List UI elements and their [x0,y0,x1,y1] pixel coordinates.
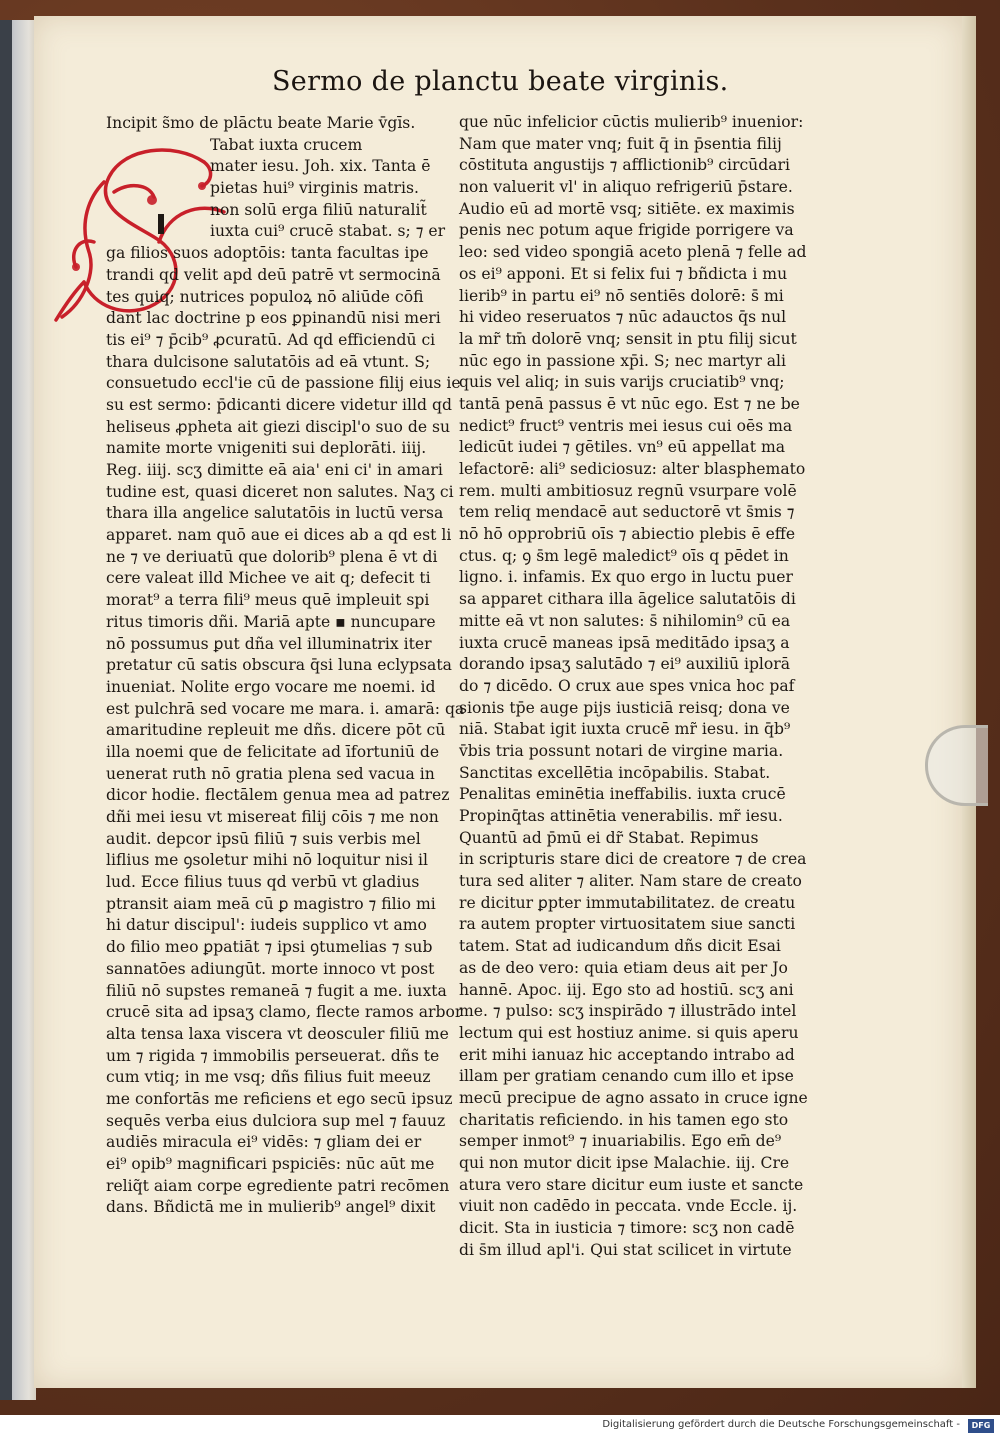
text-line: Audio eū ad mortē vsq; sitiēte. ex maximis [459,199,795,218]
text-line: namite morte vnigeniti sui deplorāti. iiij. [106,439,427,458]
text-line: Propinq̄tas attinētia venerabilis. mr̃ iesu. [459,807,783,825]
text-line: Tabat iuxta crucem [210,135,363,154]
text-line: ctus. q; ꝯ s̄m legē maledict⁹ oīs q pēdet in [459,546,789,565]
text-line: iuxta crucē maneas ipsā meditādo ipsaʒ a [459,633,790,652]
text-line: os ei⁹ apponi. Et si felix fui ⁊ bñdicta i mu [459,264,788,283]
text-line: pretatur cū satis obscura q̄si luna eclypsata [106,656,452,675]
text-line: viuit non cadēdo in peccata. vnde Eccle. ij. [459,1197,798,1216]
text-line: ei⁹ opib⁹ magnificari pspiciēs: nūc aūt me [106,1155,435,1173]
text-line: sannatōes adiungūt. morte innoco vt post [106,959,435,978]
text-line: su est sermo: p̄dicanti dicere videtur illd qd [106,395,452,414]
text-line: in scripturis stare dici de creatore ⁊ de crea [459,850,807,869]
text-line: charitatis reficiendo. in his tamen ego sto [459,1110,789,1129]
text-line: ga filios suos adoptōis: tanta facultas ipe [106,244,429,263]
text-line: cum vtiq; in me vsq; dñs filius fuit meeuz [106,1068,431,1087]
text-line: leo: sed video spongiā aceto plenā ⁊ felle ad [459,243,807,262]
text-line: ritus timoris dñi. Mariā apte ▪ nuncupare [106,612,436,631]
text-line: crucē sita ad ipsaʒ clamo, flecte ramos arbor [106,1003,463,1022]
text-line: que nūc infelicior cūctis mulierib⁹ inuenior: [459,113,804,131]
text-line: dicit. Sta in iusticia ⁊ timore: scʒ non cadē [459,1219,795,1238]
text-line: nō possumus ꝑut dña vel illuminatrix iter [106,634,432,653]
text-line: tes quiq; nutrices populoꝝ nō aliūde cōfi [106,287,424,306]
text-line: dñi mei iesu vt misereat filij cōis ⁊ me non [106,808,439,826]
page-title: Sermo de planctu beate virginis. [272,66,729,97]
text-line: illam per gratiam cenando cum illo et ipse [459,1067,794,1086]
text-line: erit mihi ianuaz hic acceptando intrabo ad [459,1045,795,1064]
text-line: inueniat. Nolite ergo vocare me noemi. id [106,677,436,696]
text-line: thara illa angelice salutatōis in luctū versa [106,504,444,523]
text-line: sequēs verba eius dulciora sup mel ⁊ fauuz [106,1111,446,1130]
text-line: mater iesu. Joh. xix. Tanta ē [210,157,431,176]
text-line: cere valeat illd Michee ve ait q; defecit ti [106,569,431,588]
text-line: nūc ego in passione xp̄i. S; nec martyr ali [459,351,787,370]
text-line: qui non mutor dicit ipse Malachie. iij. Cre [459,1154,790,1172]
text-line: dans. Bñdictā me in mulierib⁹ angel⁹ dixit [106,1198,436,1217]
text-line: Quantū ad p̄mū ei dr̃ Stabat. Repimus [459,828,759,847]
text-line: penis nec potum aque frigide porrigere va [459,221,794,240]
text-line: non valuerit vl' in aliquo refrigeriū p̄stare. [459,178,793,197]
text-line: ra autem propter virtuositatem siue sancti [459,915,796,934]
text-line: tis ei⁹ ⁊ p̄cib⁹ ꝓcuratū. Ad qd efficiendū ci [106,330,436,349]
text-line: morat⁹ a terra fili⁹ meus quē impleuit spi [106,591,430,610]
text-line: ne ⁊ ve deriuatū que dolorib⁹ plena ē vt di [106,547,438,566]
text-line: heliseus ꝓpheta ait giezi discipl'o suo de su [106,417,451,436]
footer-text: Digitalisierung gefördert durch die Deutsche Forschungsgemeinschaft - [602,1419,960,1430]
text-line: quis vel aliq; in suis varijs cruciatib⁹ vnq; [459,373,785,392]
text-line: um ⁊ rigida ⁊ immobilis perseuerat. dñs te [106,1046,440,1065]
dfg-logo: DFG [968,1419,994,1433]
text-line: ledicūt iudei ⁊ gētiles. vn⁹ eū appellat ma [459,438,786,457]
spine [0,20,12,1400]
page-edge [962,16,976,1388]
text-line: atura vero stare dicitur eum iuste et sancte [459,1175,804,1194]
left-text-column [106,113,464,1219]
text-line: reliq̃t aiam corpe egrediente patri recōmen [106,1176,450,1195]
text-line: mecū precipue de agno assato in cruce igne [459,1088,808,1107]
text-line: tantā penā passus ē vt nūc ego. Est ⁊ ne be [459,394,800,413]
text-line: dant lac doctrine p eos ꝑpinandū nisi meri [106,309,441,328]
text-line: Penalitas eminētia ineffabilis. iuxta crucē [459,785,786,804]
text-line: lud. Ecce filius tuus qd verbū vt gladius [106,873,420,892]
text-line: do ⁊ dicēdo. O crux aue spes vnica hoc paf [459,676,795,695]
text-line: illa noemi que de felicitate ad īfortuniū de [106,742,440,761]
text-line: nō hō opprobriū oīs ⁊ abiectio plebis ē effe [459,525,796,544]
text-line: hi video reseruatos ⁊ nūc adauctos q̄s nul [459,308,787,327]
text-line: dicor hodie. flectālem genua mea ad patrez [106,786,450,805]
text-line: me. ⁊ pulso: scʒ inspirādo ⁊ illustrādo intel [459,1002,797,1021]
left-page-edge [0,20,36,1400]
text-line: rem. multi ambitiosuz regnū vsurpare volē [459,481,797,500]
text-line: dorando ipsaʒ salutādo ⁊ ei⁹ auxiliū iplorā [459,655,791,674]
text-line: trandi qd velit apd deū patrē vt sermocinā [106,265,441,284]
text-line: tatem. Stat ad iudicandum dñs dicit Esai [459,937,781,956]
text-line: amaritudine repleuit me dñs. dicere pōt cū [106,721,446,740]
text-line: thara dulcisone salutatōis ad eā vtunt. S; [106,352,431,371]
right-text-column [459,112,808,1261]
text-line: sionis tp̄e auge pijs iusticiā reisq; dona ve [459,698,790,717]
text-line: la mr̃ tm̄ dolorē vnq; sensit in ptu filij sicut [459,329,797,348]
text-line: iuxta cui⁹ crucē stabat. s; ⁊ er [210,222,446,241]
text-line: audit. depcor ipsū filiū ⁊ suis verbis mel [106,829,421,848]
text-line: as de deo vero: quia etiam deus ait per Jo [459,958,788,977]
text-line: cōstituta angustijs ⁊ afflictionib⁹ circūdari [459,156,790,175]
text-line: ligno. i. infamis. Ex quo ergo in luctu puer [459,568,793,587]
text-line: lectum qui est hostiuz anime. si quis aperu [459,1023,799,1042]
text-line: ptransit aiam meā cū ꝑ magistro ⁊ filio mi [106,894,436,913]
text-line: filiū nō supstes remaneā ⁊ fugit a me. iuxta [106,981,447,1000]
text-line: Nam que mater vnq; fuit q̄ in p̄sentia filij [459,134,782,153]
text-line: apparet. nam quō aue ei dices ab a qd est li [106,526,452,545]
text-line: Reg. iiij. scʒ dimitte eā aia' eni ci' in amari [106,461,443,479]
text-line: sa apparet cithara illa āgelice salutatōis di [459,590,796,609]
text-line: tem reliq mendacē aut seductorē vt s̄mis ⁊ [459,503,795,522]
text-line: di s̄m illud apl'i. Qui stat scilicet in virtute [459,1240,792,1259]
text-line: lierib⁹ in partu ei⁹ nō sentiēs dolorē: s̄ mi [459,286,784,305]
text-line: est pulchrā sed vocare me mara. i. amarā: qa [106,699,465,718]
text-line: lefactorē: ali⁹ sediciosuz: alter blasphemato [459,460,806,478]
text-line: alta tensa laxa viscera vt deosculer filiū me [106,1024,449,1043]
text-line: re dicitur ꝑpter immutabilitatez. de creatu [459,893,796,912]
text-line: uenerat ruth nō gratia plena sed vacua in [106,764,435,783]
text-line: consuetudo eccl'ie cū de passione filij eius ie [106,374,461,393]
text-line: liflius me ꝯsoletur mihi nō loquitur nisi il [106,851,429,870]
text-line: v̄bis tria possunt notari de virgine maria. [459,741,784,760]
text-line: tura sed aliter ⁊ aliter. Nam stare de creato [459,872,802,891]
text-line: Incipit s̃mo de plāctu beate Marie v̄gīs. [106,114,416,132]
text-line: tudine est, quasi diceret non salutes. Naʒ ci [106,482,454,501]
text-line: nedict⁹ fruct⁹ ventris mei iesus cui oēs ma [459,416,793,435]
text-line: hannē. Apoc. iij. Ego sto ad hostiū. scʒ ani [459,980,794,999]
text-line: audiēs miracula ei⁹ vidēs: ⁊ gliam dei er [106,1133,422,1152]
text-line: niā. Stabat igit iuxta crucē mr̃ iesu. in q̄b⁹ [459,720,791,739]
text-line: me confortās me reficiens et ego secū ipsuz [106,1089,453,1108]
text-line: semper inmot⁹ ⁊ inuariabilis. Ego em̄ de⁹ [459,1132,782,1151]
text-line: non solū erga filiū naturalit̃ [210,200,427,219]
text-line: Sanctitas excellētia incōpabilis. Stabat. [459,763,771,782]
text-line: do filio meo ꝑpatiāt ⁊ ipsi ꝯtumelias ⁊ sub [106,938,433,957]
text-line: pietas hui⁹ virginis matris. [210,179,419,198]
text-line: mitte eā vt non salutes: s̄ nihilomin⁹ cū ea [459,611,791,630]
text-line: hi datur discipul': iudeis supplico vt amo [106,916,427,935]
